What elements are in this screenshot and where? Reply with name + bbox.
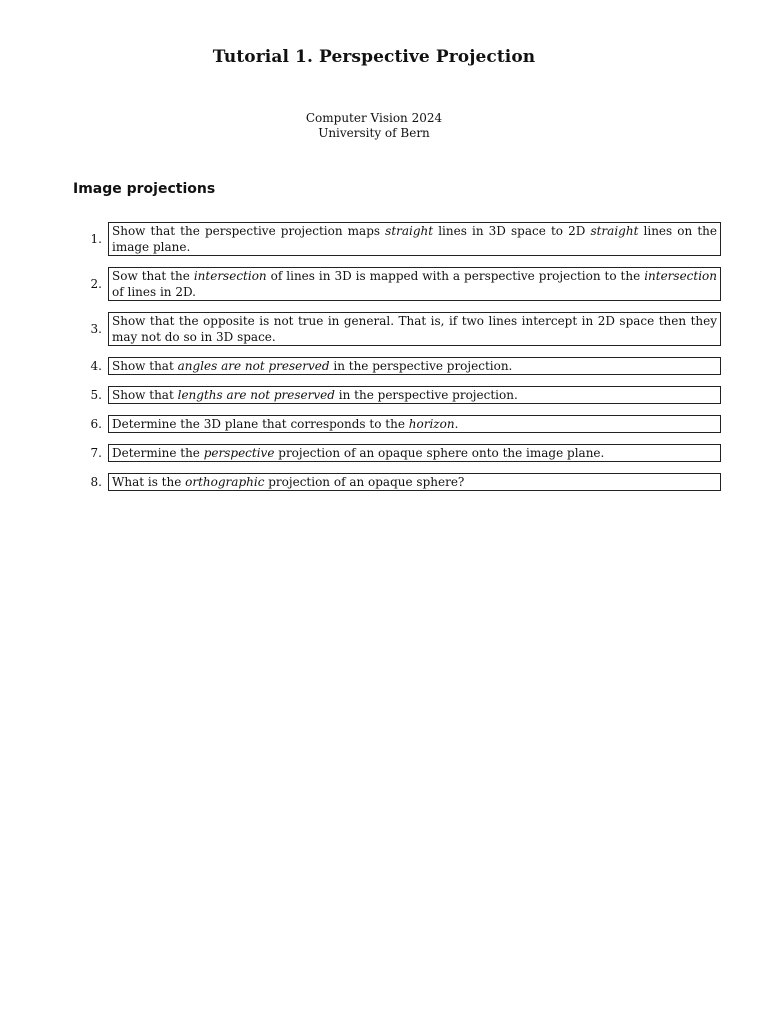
exercise-text-box	[108, 267, 721, 301]
course-name: Computer Vision 2024	[305, 111, 443, 125]
section-heading: Image projections	[73, 181, 216, 197]
emphasized-text: intersection	[193, 269, 267, 283]
exercise-text: .	[454, 417, 459, 431]
emphasized-text: lengths are not preserved	[177, 388, 335, 402]
emphasized-text: horizon	[408, 417, 455, 431]
emphasized-text: straight	[385, 224, 434, 238]
exercise-number: 4.	[90, 359, 102, 373]
exercise-text: projection of an opaque sphere?	[264, 475, 465, 489]
exercise-text-box	[108, 444, 721, 462]
exercise-text: Show that	[112, 388, 178, 402]
exercise-number: 7.	[90, 446, 102, 460]
emphasized-text: straight	[590, 224, 639, 238]
exercise-item	[80, 473, 721, 491]
exercise-text: lines on the image plane.	[112, 224, 717, 254]
exercise-text-box	[108, 415, 721, 433]
exercise-number: 6.	[90, 417, 102, 431]
exercise-text: Sow that the	[112, 269, 194, 283]
exercise-item	[80, 222, 721, 256]
exercise-item	[80, 386, 721, 404]
exercise-item	[80, 444, 721, 462]
exercise-number: 8.	[90, 475, 102, 489]
exercise-list	[80, 222, 721, 502]
exercise-text: of lines in 3D is mapped with a perspective projection to the	[266, 269, 645, 283]
exercise-text: Determine the 3D plane that corresponds to the	[112, 417, 409, 431]
exercise-number: 2.	[90, 277, 102, 291]
exercise-text-box	[108, 357, 721, 375]
emphasized-text: perspective	[203, 446, 275, 460]
exercise-text-box	[108, 386, 721, 404]
exercise-text-box	[108, 312, 721, 346]
exercise-text: Show that	[112, 359, 178, 373]
page-title: Tutorial 1. Perspective Projection	[212, 47, 536, 67]
university-name: University of Bern	[318, 126, 430, 140]
exercise-item	[80, 357, 721, 375]
emphasized-text: intersection	[644, 269, 718, 283]
exercise-number: 5.	[90, 388, 102, 402]
exercise-text: in the perspective projection.	[329, 359, 513, 373]
exercise-text: projection of an opaque sphere onto the image plane.	[274, 446, 605, 460]
exercise-item	[80, 415, 721, 433]
exercise-item	[80, 267, 721, 301]
exercise-text: of lines in 2D.	[112, 285, 196, 299]
exercise-number: 3.	[90, 322, 102, 336]
exercise-text: What is the	[112, 475, 186, 489]
exercise-text-box	[108, 222, 721, 256]
exercise-text: Determine the	[112, 446, 204, 460]
exercise-text-box	[108, 473, 721, 491]
exercise-number: 1.	[90, 232, 102, 246]
emphasized-text: angles are not preserved	[177, 359, 330, 373]
exercise-text: lines in 3D space to 2D	[433, 224, 591, 238]
emphasized-text: orthographic	[185, 475, 265, 489]
exercise-text: Show that the perspective projection maps	[112, 224, 386, 238]
exercise-text: Show that the opposite is not true in general. That is, if two lines intercept in 2D space then they may not do so in 3D space.	[112, 314, 717, 344]
exercise-item	[80, 312, 721, 346]
exercise-text: in the perspective projection.	[334, 388, 518, 402]
document-meta	[0, 111, 748, 141]
